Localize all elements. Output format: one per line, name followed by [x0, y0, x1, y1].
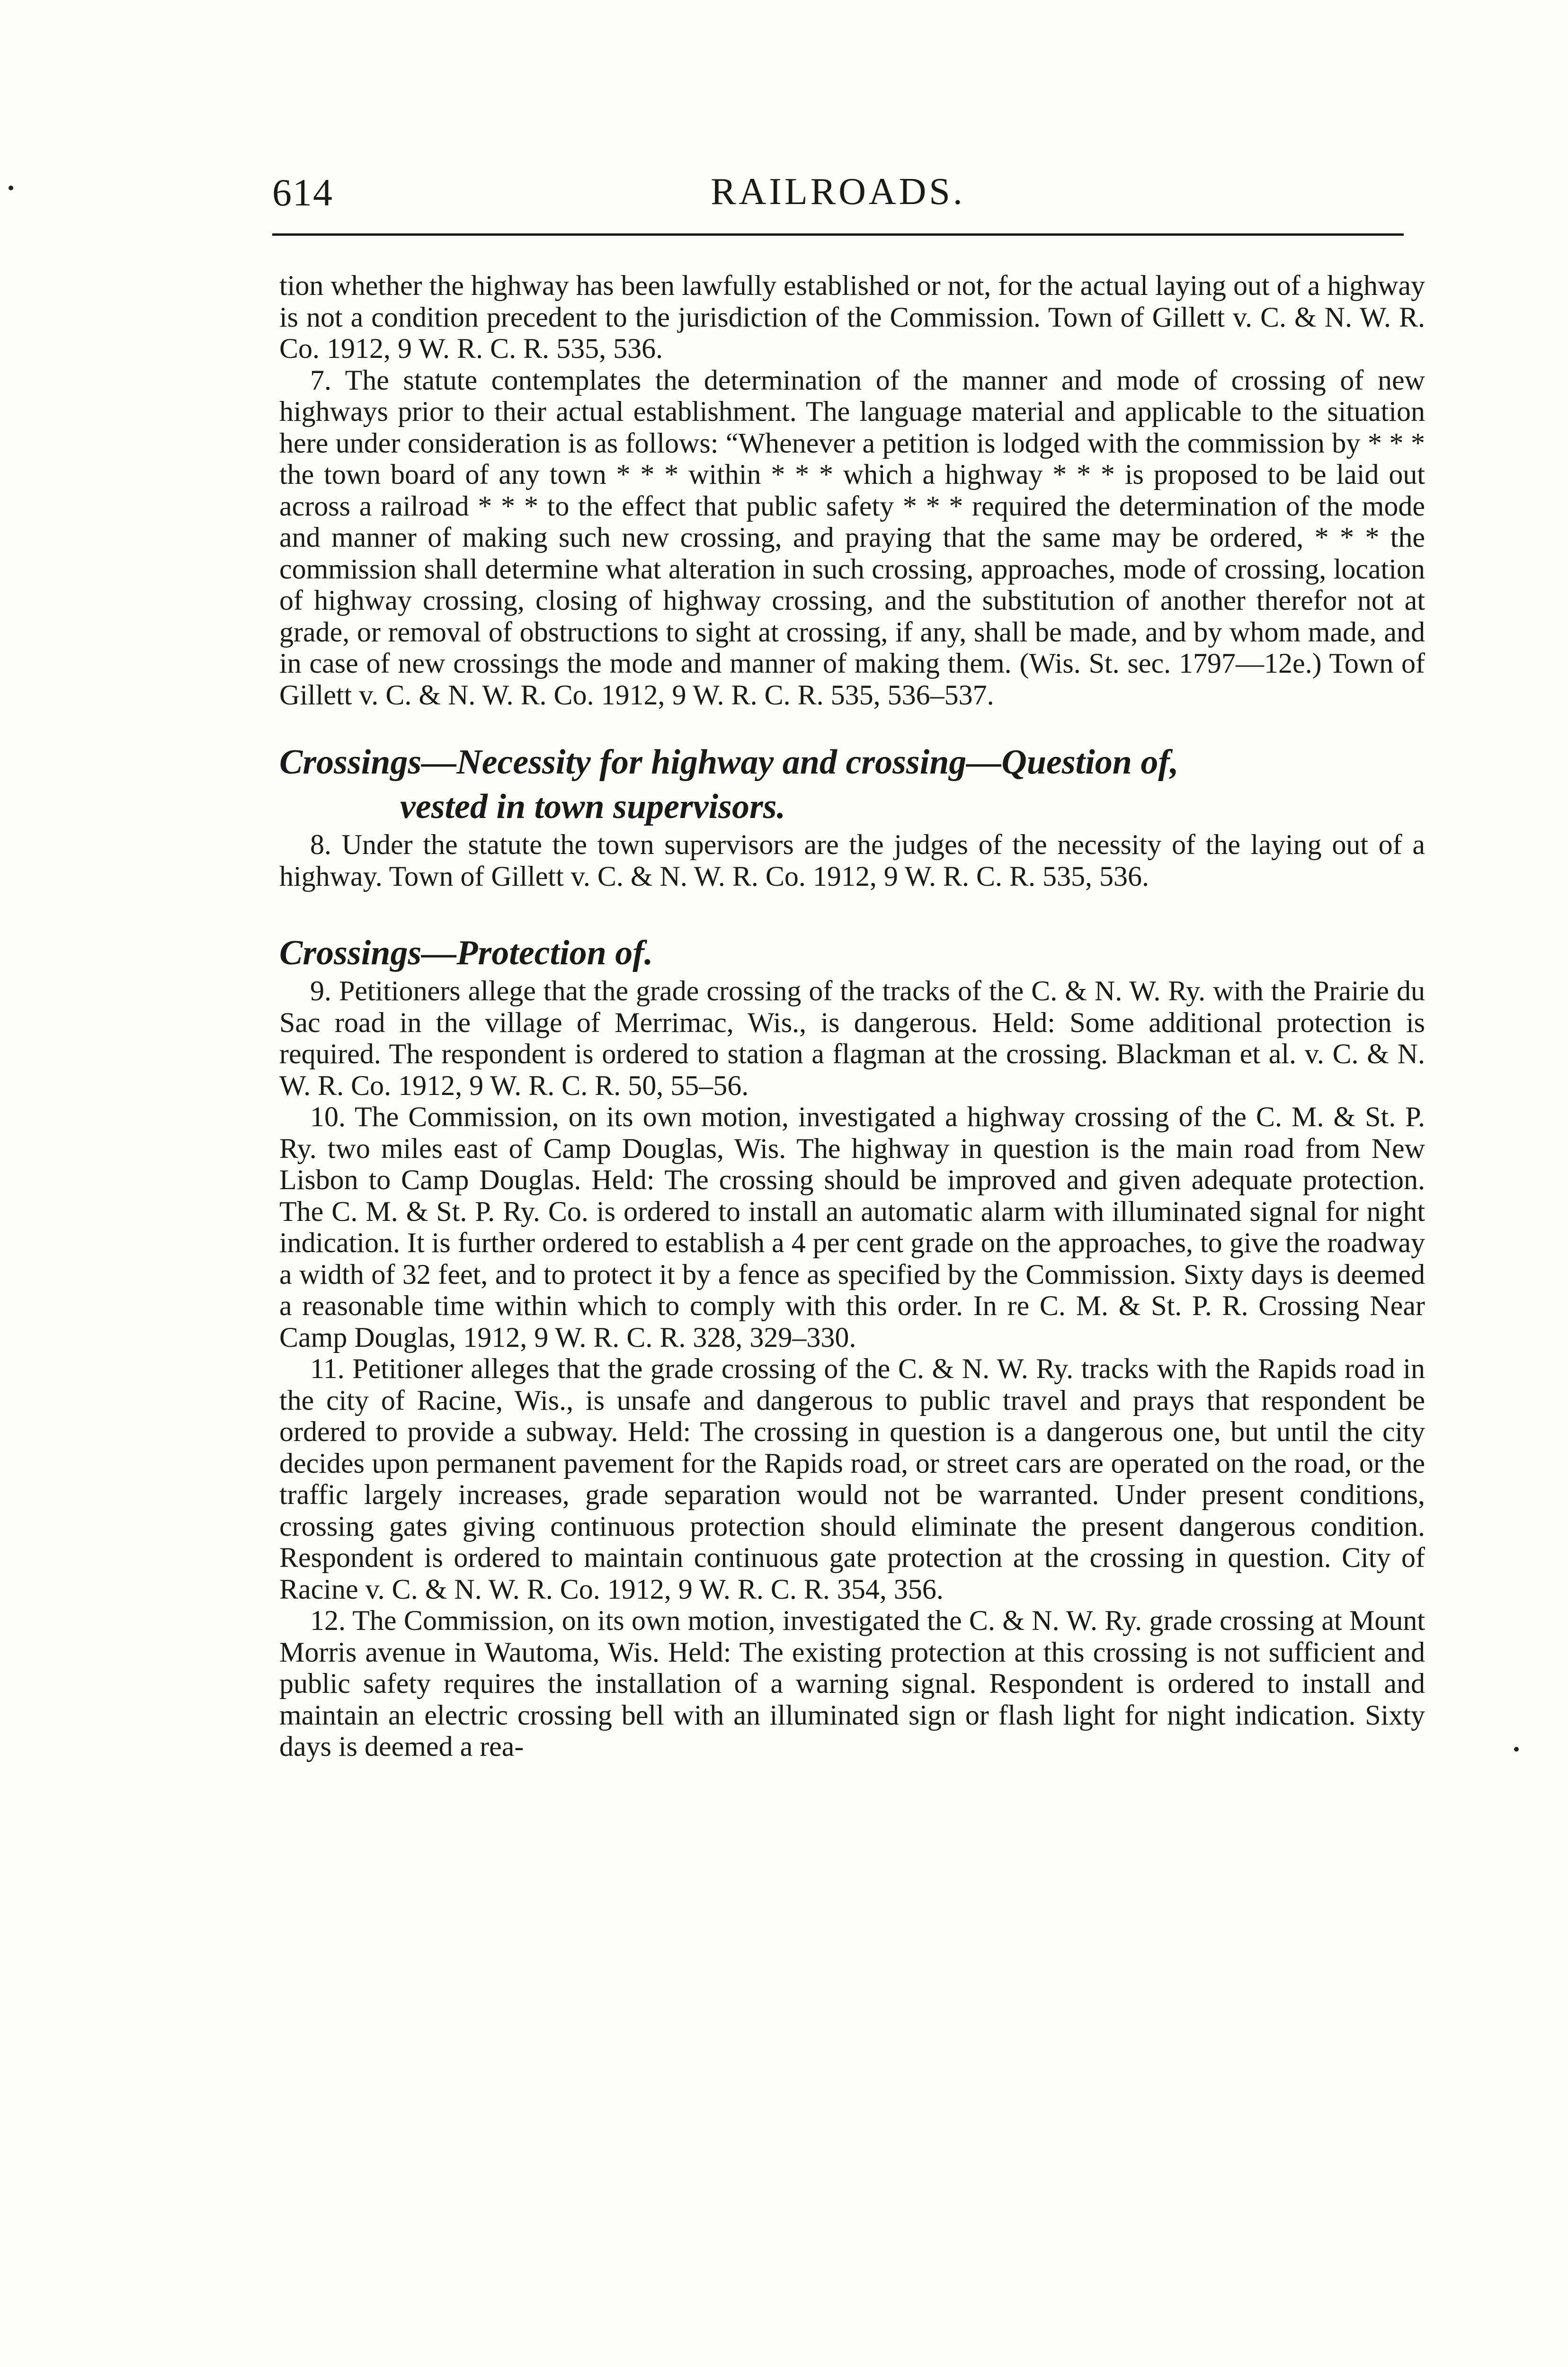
continued-paragraph: tion whether the highway has been lawfully established or not, for the actual laying out of a highway is not a condition precedent to the jurisdiction of the Commission. Town of Gillett v. C. & N. W. R. Co. 1912, 9 W. R. C. R. 535, 536. — [279, 270, 1425, 364]
paragraph-7: 7. The statute contemplates the determination of the manner and mode of crossing of new highways prior to their actual establishment. The language material and applicable to the situation here under consideration is as follows: “Whenever a petition is lodged with the commission by * * * the town board of any town * * * within * * * which a highway * * * is proposed to be laid out across a railroad * * * to the effect that public safety * * * required the determination of the mode and manner of making such new crossing, and praying that the same may be ordered, * * * the commission shall determine what alteration in such crossing, approaches, mode of crossing, location of highway crossing, closing of highway crossing, and the substitution of another therefor not at grade, or removal of obstructions to sight at crossing, if any, shall be made, and by whom made, and in case of new crossings the mode and manner of making them. (Wis. St. sec. 1797—12e.) Town of Gillett v. C. & N. W. R. Co. 1912, 9 W. R. C. R. 535, 536–537. — [279, 364, 1425, 711]
paragraph-8: 8. Under the statute the town supervisors are the judges of the necessity of the laying out of a highway. Town of Gillett v. C. & N. W. R. Co. 1912, 9 W. R. C. R. 535, 536. — [279, 829, 1425, 892]
header-rule — [272, 233, 1404, 236]
section-heading-protection: Crossings—Protection of. — [279, 934, 653, 972]
paragraph-12: 12. The Commission, on its own motion, investigated the C. & N. W. Ry. grade crossing at Mount Morris avenue in Wautoma, Wis. Held: The existing protection at this crossing is not sufficient and public safety requires the installation of a warning signal. Respondent is ordered to install and maintain an electric crossing bell with an illuminated sign or flash light for night indication. Sixty days is deemed a rea- — [279, 1605, 1425, 1762]
paragraph-10: 10. The Commission, on its own motion, investigated a highway crossing of the C. M. & St. P. Ry. two miles east of Camp Douglas, Wis. The highway in question is the main road from New Lisbon to Camp Douglas. Held: The crossing should be improved and given adequate protection. The C. M. & St. P. Ry. Co. is ordered to install an automatic alarm with illuminated signal for night indication. It is further ordered to establish a 4 per cent grade on the approaches, to give the roadway a width of 32 feet, and to protect it by a fence as specified by the Commission. Sixty days is deemed a reasonable time within which to comply with this order. In re C. M. & St. P. R. Crossing Near Camp Douglas, 1912, 9 W. R. C. R. 328, 329–330. — [279, 1101, 1425, 1353]
page-body — [279, 270, 1425, 1762]
running-head: RAILROADS. — [711, 171, 965, 213]
paragraph-11: 11. Petitioner alleges that the grade crossing of the C. & N. W. Ry. tracks with the Rapids road in the city of Racine, Wis., is unsafe and dangerous to public travel and prays that respondent be ordered to provide a subway. Held: The crossing in question is a dangerous one, but until the city decides upon permanent pavement for the Rapids road, or street cars are operated on the road, or the traffic largely increases, grade separation would not be warranted. Under present conditions, crossing gates giving continuous protection should eliminate the present dangerous condition. Respondent is ordered to maintain continuous gate protection at the crossing in question. City of Racine v. C. & N. W. R. Co. 1912, 9 W. R. C. R. 354, 356. — [279, 1353, 1425, 1605]
heading-line-1: Crossings—Necessity for highway and crossing—Question of, — [279, 743, 1179, 782]
page-header — [272, 170, 1404, 222]
spacer — [279, 892, 1425, 931]
section-heading-necessity — [279, 740, 1425, 829]
paragraph-9: 9. Petitioners allege that the grade crossing of the tracks of the C. & N. W. Ry. with the Prairie du Sac road in the village of Merrimac, Wis., is dangerous. Held: Some additional protection is required. The respondent is ordered to station a flagman at the crossing. Blackman et al. v. C. & N. W. R. Co. 1912, 9 W. R. C. R. 50, 55–56. — [279, 975, 1425, 1101]
scan-speck — [9, 186, 13, 190]
spacer — [279, 711, 1425, 740]
page-number: 614 — [272, 171, 333, 214]
scan-speck — [1514, 1747, 1519, 1752]
heading-line-2: vested in town supervisors. — [400, 787, 786, 826]
